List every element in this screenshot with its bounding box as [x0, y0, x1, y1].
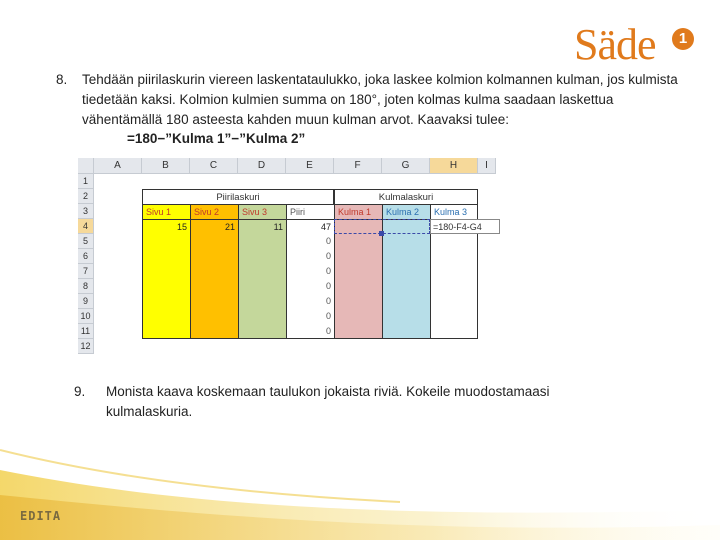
- table-cell: [142, 309, 190, 324]
- column-header-h: H: [430, 158, 478, 174]
- row-header-5: 5: [78, 234, 94, 249]
- table-cell: 0: [286, 279, 334, 294]
- column-header-a: A: [94, 158, 142, 174]
- formula-cell-h4: =180-F4-G4: [430, 219, 500, 234]
- group-header-piirilaskuri: Piirilaskuri: [142, 189, 334, 205]
- logo-badge: 1: [672, 28, 694, 50]
- row-header-3: 3: [78, 204, 94, 219]
- table-cell: [238, 234, 286, 249]
- table-cell: [238, 249, 286, 264]
- table-cell: 0: [286, 234, 334, 249]
- table-cell: [430, 309, 478, 324]
- table-cell: [190, 324, 238, 339]
- formula-text: =180−”Kulma 1”−”Kulma 2”: [127, 131, 306, 146]
- table-cell: 21: [190, 219, 238, 234]
- row-header-2: 2: [78, 189, 94, 204]
- table-cell: [142, 279, 190, 294]
- column-title-7: Kulma 3: [430, 204, 478, 219]
- row-header-8: 8: [78, 279, 94, 294]
- table-cell: [238, 309, 286, 324]
- table-cell: 0: [286, 324, 334, 339]
- row-header-10: 10: [78, 309, 94, 324]
- table-cell: [382, 309, 430, 324]
- column-header-f: F: [334, 158, 382, 174]
- table-cell: [334, 309, 382, 324]
- table-cell: [382, 264, 430, 279]
- table-cell: 47: [286, 219, 334, 234]
- table-cell: [334, 279, 382, 294]
- instruction-8-text: Tehdään piirilaskurin viereen laskentataulukko, joka laskee kolmion kolmannen kulman, jos kulmista tiedetään kaksi. Kolmion kulmien summa on 180°, joten kolmas kulma saadaan laskettua vähentämällä 180 asteesta kahden muun kulman arvot. Kaavaksi tulee:: [82, 72, 678, 127]
- table-cell: [142, 294, 190, 309]
- table-cell: [430, 249, 478, 264]
- row-header-6: 6: [78, 249, 94, 264]
- table-cell: 0: [286, 264, 334, 279]
- table-cell: [430, 234, 478, 249]
- table-cell: [238, 264, 286, 279]
- selection-handle: [379, 231, 384, 236]
- sade-logo: [574, 22, 702, 68]
- column-title-3: Sivu 3: [238, 204, 286, 219]
- column-header-d: D: [238, 158, 286, 174]
- table-cell: 0: [286, 309, 334, 324]
- table-cell: [382, 279, 430, 294]
- row-header-4: 4: [78, 219, 94, 234]
- column-title-2: Sivu 2: [190, 204, 238, 219]
- instruction-9-text: Monista kaava koskemaan taulukon jokaista riviä. Kokeile muodostamaasi kulmalaskuria.: [106, 384, 550, 419]
- instruction-9-number: 9.: [74, 384, 86, 399]
- table-cell: [334, 294, 382, 309]
- table-cell: [190, 294, 238, 309]
- column-header-e: E: [286, 158, 334, 174]
- table-cell: [382, 324, 430, 339]
- table-cell: [190, 309, 238, 324]
- table-cell: [142, 249, 190, 264]
- sheet-corner: [78, 158, 94, 174]
- row-header-9: 9: [78, 294, 94, 309]
- row-header-1: 1: [78, 174, 94, 189]
- table-cell: [238, 294, 286, 309]
- table-cell: [238, 324, 286, 339]
- table-cell: [430, 264, 478, 279]
- table-cell: [382, 249, 430, 264]
- footer-swoosh: [0, 440, 720, 540]
- table-cell: 15: [142, 219, 190, 234]
- table-cell: [430, 279, 478, 294]
- group-header-kulmalaskuri: Kulmalaskuri: [334, 189, 478, 205]
- table-cell: [190, 264, 238, 279]
- table-cell: [334, 264, 382, 279]
- edita-brand: EDITA: [20, 509, 62, 523]
- table-cell: [430, 294, 478, 309]
- column-title-4: Piiri: [286, 204, 334, 219]
- column-title-5: Kulma 1: [334, 204, 382, 219]
- logo-text: Säde: [574, 20, 656, 69]
- table-cell: [238, 279, 286, 294]
- table-cell: 0: [286, 294, 334, 309]
- table-cell: [190, 279, 238, 294]
- column-title-6: Kulma 2: [382, 204, 430, 219]
- table-cell: [334, 249, 382, 264]
- table-cell: [334, 234, 382, 249]
- table-cell: [190, 249, 238, 264]
- table-cell: [142, 234, 190, 249]
- row-header-7: 7: [78, 264, 94, 279]
- table-cell: [382, 294, 430, 309]
- table-cell: 11: [238, 219, 286, 234]
- table-cell: [142, 324, 190, 339]
- table-cell: [190, 234, 238, 249]
- column-title-1: Sivu 1: [142, 204, 190, 219]
- column-header-g: G: [382, 158, 430, 174]
- table-cell: [382, 234, 430, 249]
- table-cell: [430, 324, 478, 339]
- table-cell: 0: [286, 249, 334, 264]
- instruction-8-number: 8.: [56, 72, 68, 87]
- column-header-b: B: [142, 158, 190, 174]
- spreadsheet: [78, 158, 514, 351]
- table-cell: [334, 324, 382, 339]
- table-cell: [142, 264, 190, 279]
- row-header-11: 11: [78, 324, 94, 339]
- column-header-c: C: [190, 158, 238, 174]
- row-header-12: 12: [78, 339, 94, 354]
- column-header-i: I: [478, 158, 496, 174]
